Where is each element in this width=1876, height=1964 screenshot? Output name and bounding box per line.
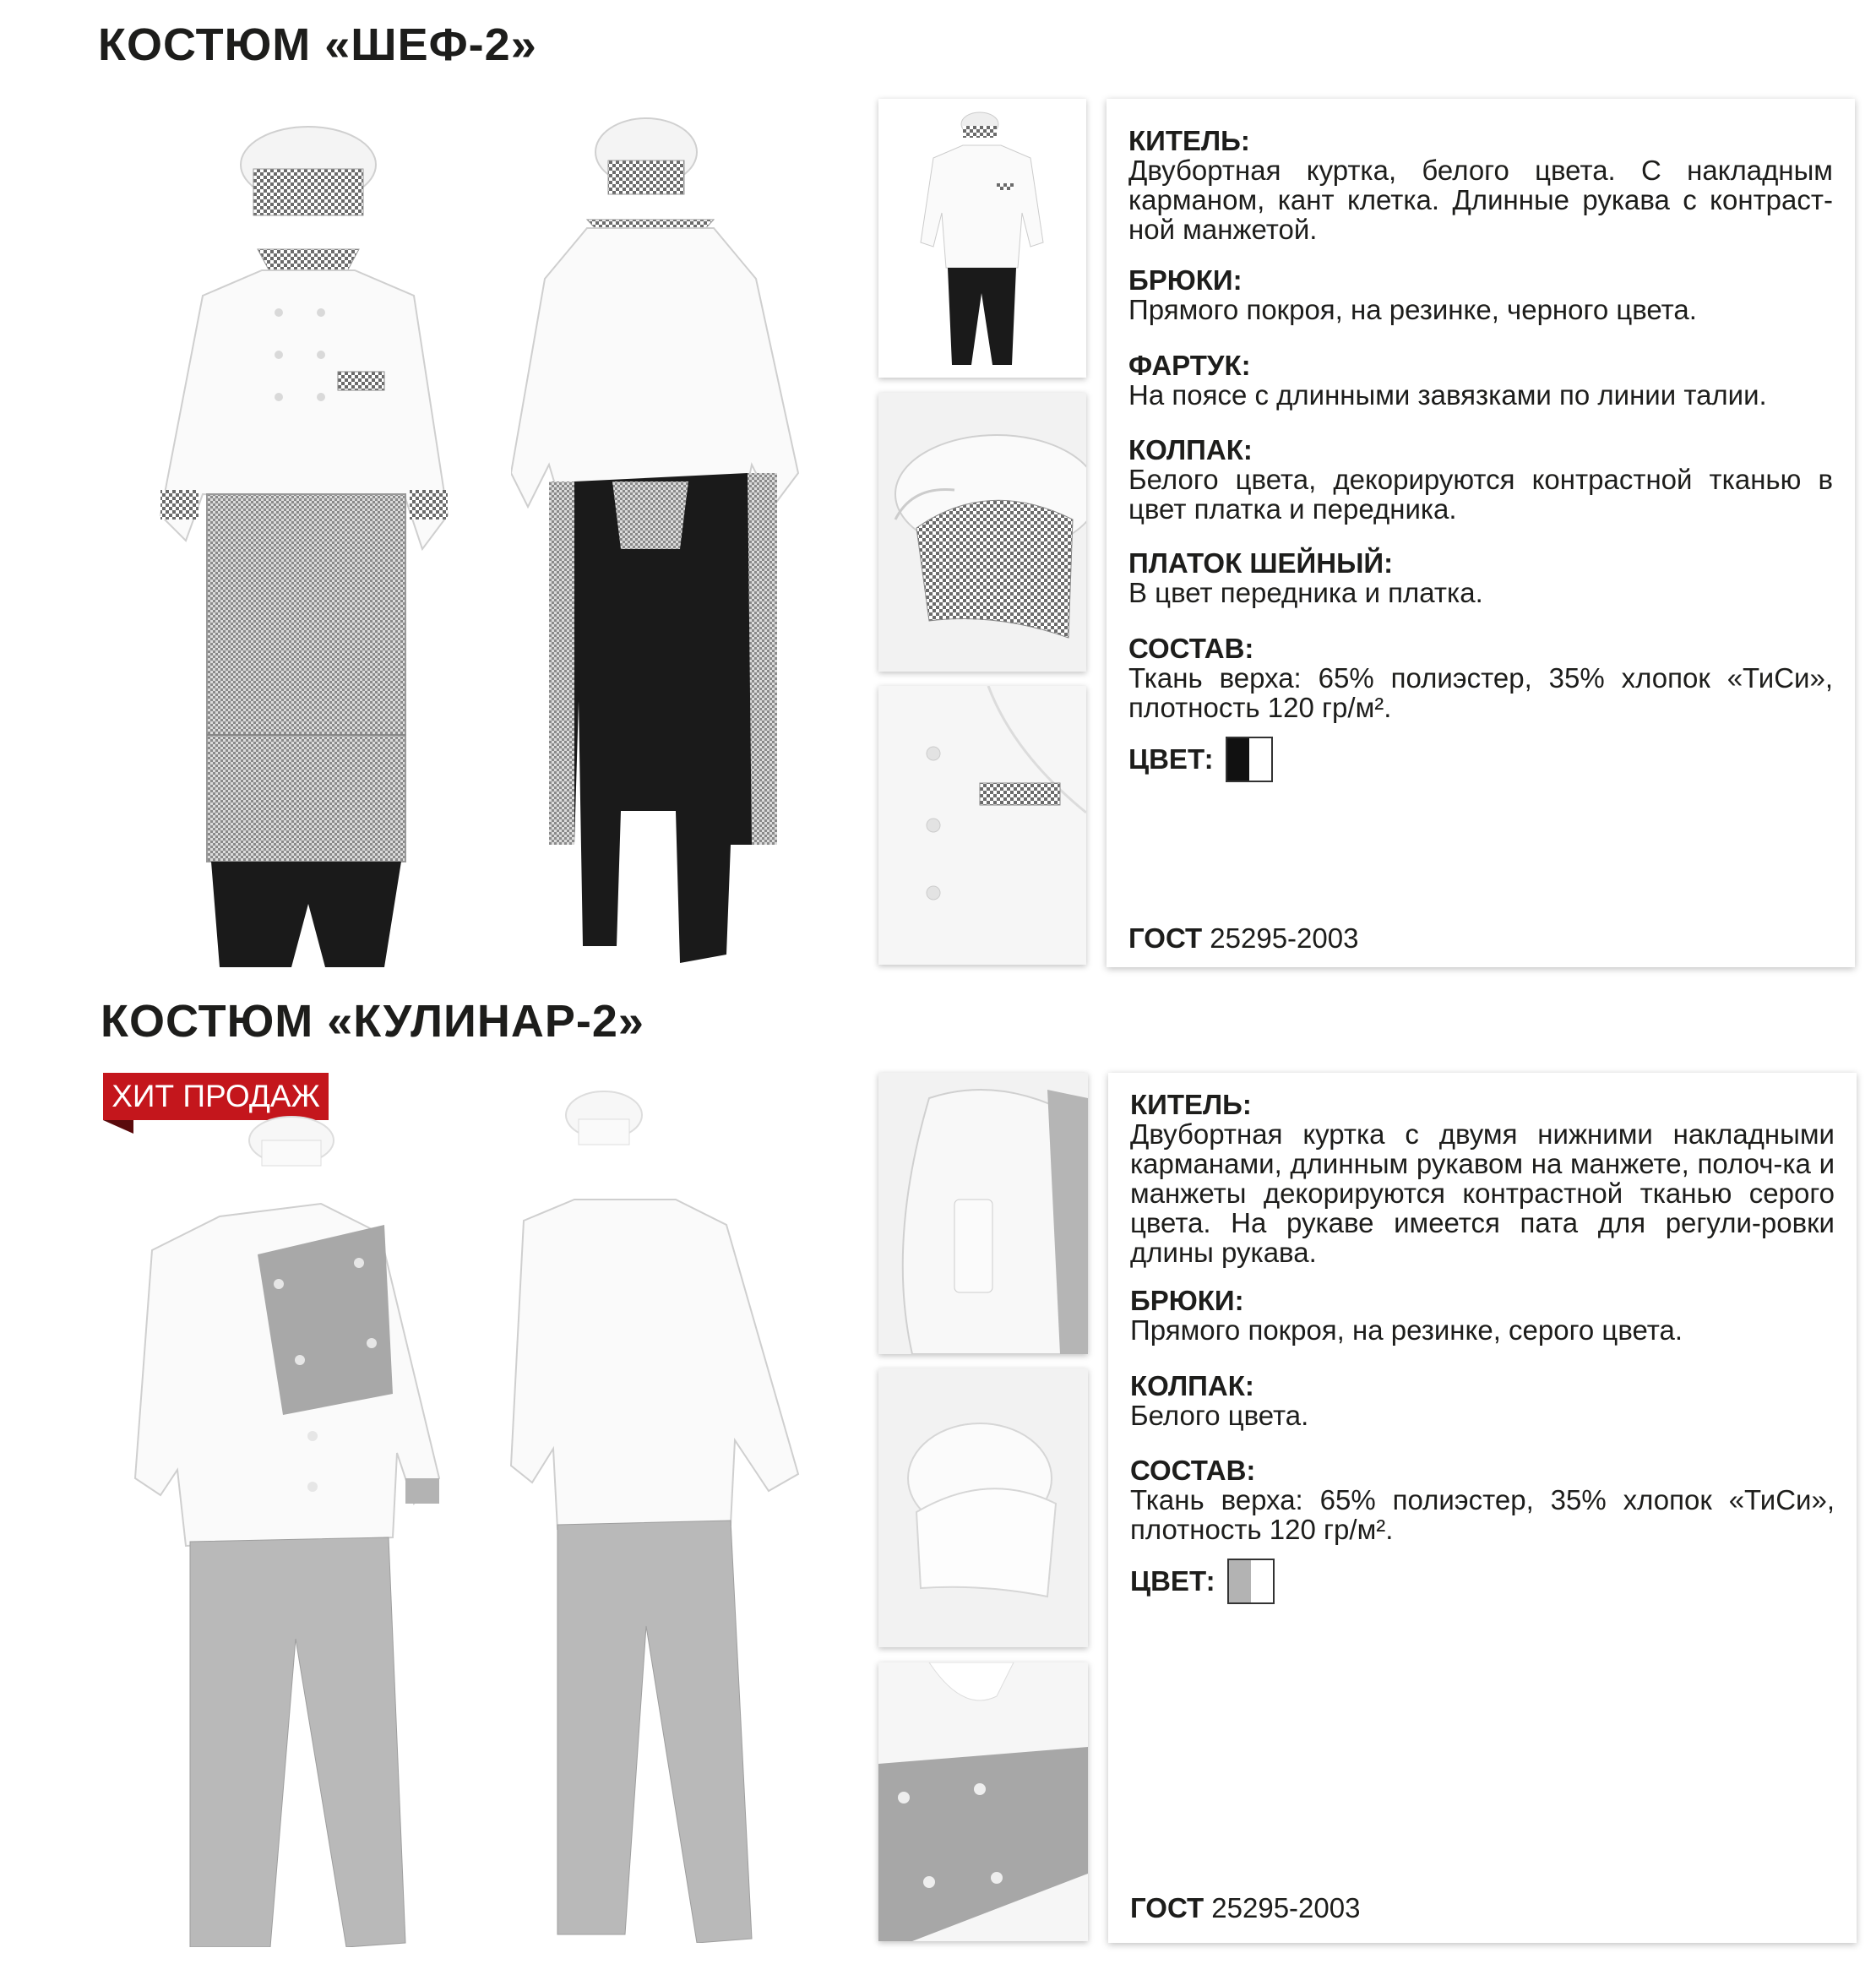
spec-trousers [1130,1286,1835,1345]
spec-hat [1128,435,1833,524]
chef-suit-back-image [511,110,824,967]
spec-text: На поясе с длинными завязками по линии талии. [1128,379,1767,411]
gost-standard [1128,922,1358,955]
spec-label: СОСТАВ: [1128,633,1254,664]
cook-suit-back-image [507,1085,811,1943]
spec-composition [1128,634,1833,722]
cook-chest-detail-thumbnail [878,1662,1088,1941]
color-chip-white [1249,738,1271,781]
spec-neckerchief [1128,548,1833,607]
gost-prefix: ГОСТ [1130,1892,1204,1923]
spec-text: Прямого покроя, на резинке, серого цвета. [1130,1314,1683,1346]
gost-standard [1130,1892,1360,1924]
color-chip-grey [1229,1560,1251,1602]
spec-text: Прямого покроя, на резинке, черного цвета. [1128,294,1697,325]
spec-label: КИТЕЛЬ: [1130,1089,1252,1120]
spec-label: КИТЕЛЬ: [1128,125,1250,156]
spec-text: Двубортная куртка, белого цвета. С накладным карманом, кант клетка. Длинные рукава с контраст-ной манжетой. [1128,155,1833,245]
chef-pocket-detail-thumbnail [878,686,1086,965]
cook-spec-card [1108,1073,1857,1943]
gost-number: 25295-2003 [1211,1892,1361,1923]
color-label: ЦВЕТ: [1128,743,1214,775]
product-title: КОСТЮМ «ШЕФ-2» [98,19,537,70]
spec-label: БРЮКИ: [1128,264,1243,296]
color-row [1128,737,1273,782]
spec-composition [1130,1455,1835,1544]
product-title: КОСТЮМ «КУЛИНАР-2» [101,996,644,1047]
color-label: ЦВЕТ: [1130,1565,1215,1597]
spec-label: ПЛАТОК ШЕЙНЫЙ: [1128,547,1394,579]
cook-hat-thumbnail [878,1368,1088,1647]
spec-label: СОСТАВ: [1130,1455,1256,1486]
spec-trousers [1128,265,1833,324]
color-row [1130,1559,1275,1604]
color-swatch [1227,1559,1275,1604]
spec-label: БРЮКИ: [1130,1285,1244,1316]
chef-suit-full-thumbnail [878,99,1086,378]
gost-prefix: ГОСТ [1128,922,1203,954]
chef-spec-card [1107,99,1855,967]
spec-text: Ткань верха: 65% полиэстер, 35% хлопок «ТиСи», плотность 120 гр/м². [1130,1484,1835,1545]
cook-sleeve-detail-thumbnail [878,1073,1088,1354]
spec-text: В цвет передника и платка. [1128,577,1483,608]
spec-jacket [1128,126,1833,244]
chef-suit-front-image [152,118,465,967]
spec-text: Белого цвета, декорируются контрастной тканью в цвет платка и передника. [1128,464,1833,525]
cook-suit-front-image [127,1115,448,1947]
color-chip-white [1251,1560,1273,1602]
spec-jacket [1130,1090,1835,1267]
spec-label: КОЛПАК: [1128,434,1253,465]
color-swatch [1226,737,1273,782]
spec-label: ФАРТУК: [1128,350,1251,381]
bestseller-badge: ХИТ ПРОДАЖ [103,1073,329,1120]
spec-apron [1128,351,1833,410]
chef-hat-thumbnail [878,393,1086,672]
gost-number: 25295-2003 [1210,922,1359,954]
spec-text: Ткань верха: 65% полиэстер, 35% хлопок «ТиСи», плотность 120 гр/м². [1128,662,1833,723]
spec-text: Двубортная куртка с двумя нижними накладными карманами, длинным рукавом на манжете, полоч-ка и манжеты декорируются контрастной тканью серого цвета. На рукаве имеется пата для регули-ровки длины рукава. [1130,1118,1835,1268]
color-chip-black [1227,738,1249,781]
spec-text: Белого цвета. [1130,1400,1309,1431]
spec-label: КОЛПАК: [1130,1370,1254,1401]
spec-hat [1130,1371,1835,1430]
